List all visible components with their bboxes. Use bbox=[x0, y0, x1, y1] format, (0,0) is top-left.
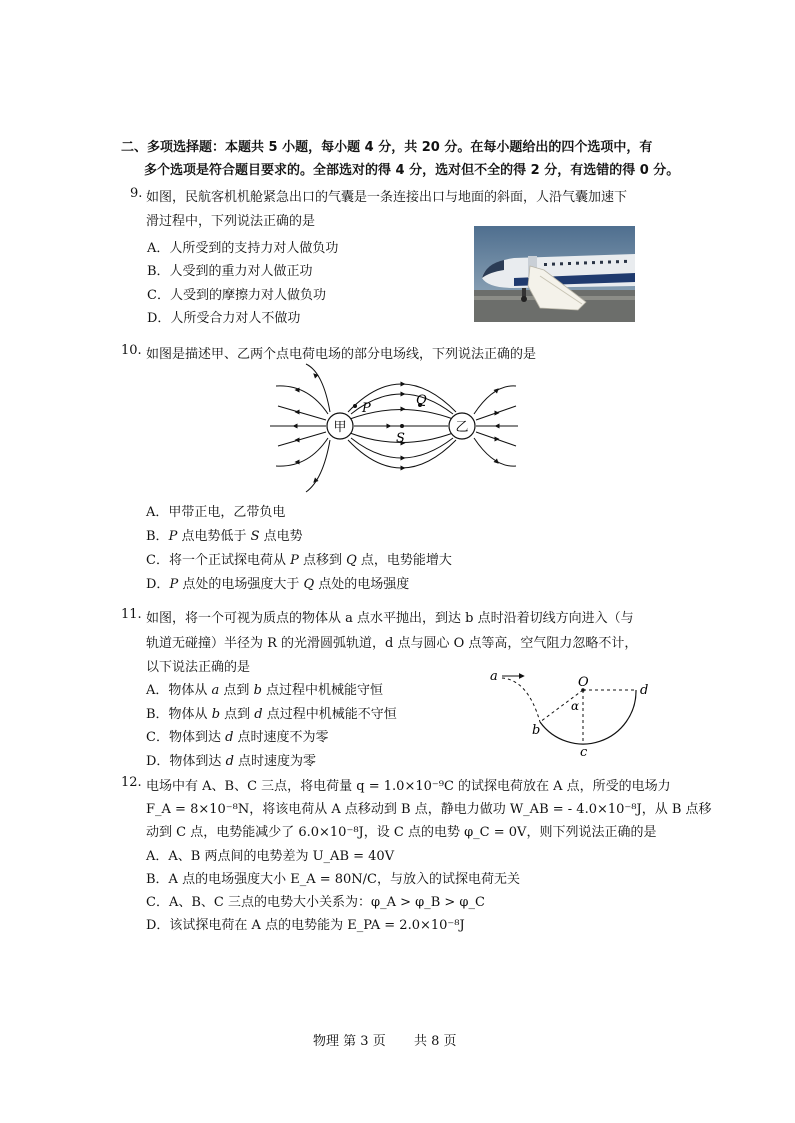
question-text: 动到 C 点，电势能减少了 6.0×10⁻⁸J，设 C 点的电势 φ_C = 0V，则下列说法正确的是 bbox=[146, 825, 657, 840]
option-d: D．P 点处的电场强度大于 Q 点处的电场强度 bbox=[146, 577, 410, 592]
footer-subject: 物理 bbox=[313, 1034, 340, 1049]
option-a: A．甲带正电，乙带负电 bbox=[146, 505, 286, 520]
question-text: 如图，民航客机机舱紧急出口的气囊是一条连接出口与地面的斜面，人沿气囊加速下 bbox=[146, 190, 628, 205]
option-d: D．物体到达 d 点时速度为零 bbox=[146, 754, 317, 769]
option-a: A．A、B 两点间的电势差为 U_AB = 40V bbox=[146, 849, 395, 864]
question-text: 如图是描述甲、乙两个点电荷电场的部分电场线，下列说法正确的是 bbox=[146, 347, 537, 362]
question-text: F_A = 8×10⁻⁸N，将该电荷从 A 点移动到 B 点，静电力做功 W_AB = - 4.0×10⁻⁸J，从 B 点移 bbox=[146, 802, 712, 817]
option-c: C．将一个正试探电荷从 P 点移到 Q 点，电势能增大 bbox=[146, 553, 452, 568]
question-number: 12. bbox=[121, 775, 142, 790]
question-text: 滑过程中，下列说法正确的是 bbox=[146, 214, 316, 229]
option-b: B．物体从 b 点到 d 点过程中机械能不守恒 bbox=[146, 707, 397, 722]
angle-alpha-label: α bbox=[571, 699, 580, 713]
circular-track-diagram bbox=[484, 666, 656, 758]
question-text: 以下说法正确的是 bbox=[146, 660, 251, 675]
question-text: 如图，将一个可视为质点的物体从 a 点水平抛出，到达 b 点时沿着切线方向进入（与 bbox=[146, 611, 634, 626]
section-header-line1: 二、多项选择题：本题共 5 小题，每小题 4 分，共 20 分。在每小题给出的四个选项中，有 bbox=[121, 140, 653, 155]
point-s-label: S bbox=[396, 431, 405, 446]
option-c: C．物体到达 d 点时速度不为零 bbox=[146, 730, 329, 745]
option-c: C．人受到的摩擦力对人做负功 bbox=[147, 288, 326, 303]
point-p bbox=[353, 404, 357, 408]
question-text: 电场中有 A、B、C 三点，将电荷量 q = 1.0×10⁻⁹C 的试探电荷放在 A 点，所受的电场力 bbox=[146, 779, 671, 794]
charge-jia-label: 甲 bbox=[333, 420, 347, 435]
option-b: B．P 点电势低于 S 点电势 bbox=[146, 529, 303, 544]
option-b: B．A 点的电场强度大小 E_A = 80N/C，与放入的试探电荷无关 bbox=[146, 872, 520, 887]
charge-yi-label: 乙 bbox=[455, 420, 469, 435]
circular-arc bbox=[540, 690, 636, 744]
point-d-label: d bbox=[640, 683, 649, 698]
page-footer bbox=[313, 1030, 457, 1049]
question-number: 11. bbox=[121, 607, 142, 622]
question-number: 9. bbox=[130, 186, 143, 201]
point-q-label: Q bbox=[416, 393, 427, 408]
electric-field-diagram bbox=[268, 362, 520, 494]
option-d: D．人所受合力对人不做功 bbox=[147, 311, 301, 326]
section-header-line2: 多个选项是符合题目要求的。全部选对的得 4 分，选对但不全的得 2 分，有选错的得 0 分。 bbox=[144, 163, 680, 178]
airplane-slide-photo bbox=[474, 226, 635, 322]
point-b-label: b bbox=[532, 723, 541, 738]
point-c-label: c bbox=[580, 745, 588, 758]
option-a: A．人所受到的支持力对人做负功 bbox=[147, 241, 339, 256]
point-o-label: O bbox=[578, 675, 589, 690]
option-b: B．人受到的重力对人做正功 bbox=[147, 264, 313, 279]
option-d: D．该试探电荷在 A 点的电势能为 E_PA = 2.0×10⁻⁸J bbox=[146, 918, 465, 933]
option-c: C．A、B、C 三点的电势大小关系为：φ_A > φ_B > φ_C bbox=[146, 895, 485, 910]
footer-page: 第 3 页 bbox=[343, 1034, 386, 1049]
point-s bbox=[400, 424, 404, 428]
question-text: 轨道无碰撞）半径为 R 的光滑圆弧轨道，d 点与圆心 O 点等高，空气阻力忽略不计， bbox=[146, 636, 638, 651]
footer-total: 共 8 页 bbox=[413, 1034, 457, 1049]
point-a-label: a bbox=[490, 669, 498, 684]
option-a: A．物体从 a 点到 b 点过程中机械能守恒 bbox=[146, 683, 384, 698]
point-p-label: P bbox=[362, 401, 371, 416]
question-number: 10. bbox=[121, 343, 142, 358]
